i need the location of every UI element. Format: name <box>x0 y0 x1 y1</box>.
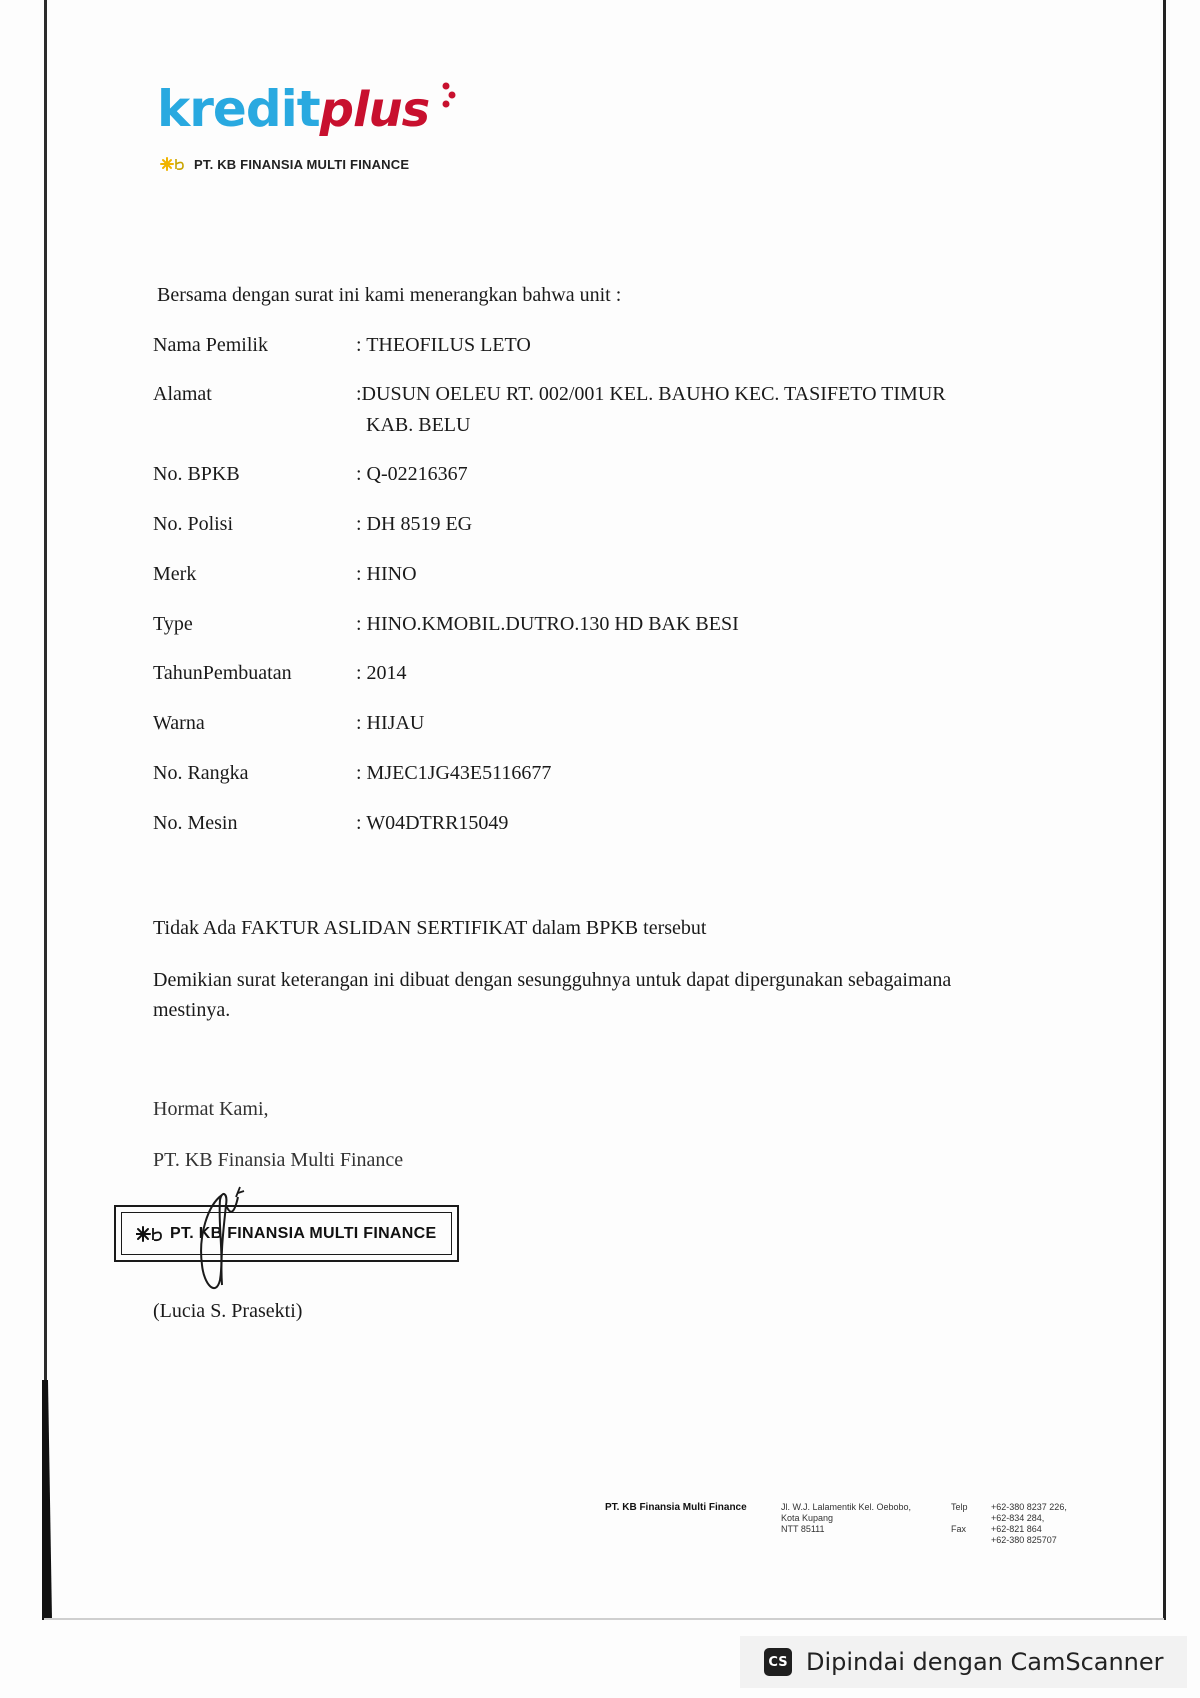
camscanner-watermark <box>740 1636 1187 1688</box>
scan-left-edge <box>44 0 47 1470</box>
field-label: No. BPKB <box>153 463 240 485</box>
signer-name: (Lucia S. Prasekti) <box>153 1300 303 1322</box>
footer-address-line: Kota Kupang <box>781 1513 834 1523</box>
footer-fax-number: +62-380 825707 <box>991 1535 1057 1545</box>
footer-contact-labels <box>951 1502 968 1535</box>
logo-plus-text: plus <box>319 82 430 138</box>
subbrand-line <box>160 156 409 172</box>
footer-telp-number: +62-834 284, <box>991 1513 1045 1523</box>
intro-text: Bersama dengan surat ini kami menerangkan bahwa unit : <box>157 284 622 306</box>
footer-fax-label: Fax <box>951 1524 967 1534</box>
scan-bottom-edge <box>44 1618 1164 1620</box>
footer-telp-number: +62-380 8237 226, <box>991 1502 1067 1512</box>
field-value-continued: KAB. BELU <box>366 414 471 436</box>
field-value: : HIJAU <box>356 712 425 734</box>
field-row-no-polisi <box>153 513 472 536</box>
field-row-no-bpkb <box>153 463 468 486</box>
camscanner-icon: CS <box>764 1648 792 1676</box>
footer-company: PT. KB Finansia Multi Finance <box>605 1502 747 1513</box>
field-value: :DUSUN OELEU RT. 002/001 KEL. BAUHO KEC. TASIFETO TIMUR <box>356 383 946 405</box>
company-stamp <box>114 1205 459 1262</box>
field-label: No. Mesin <box>153 812 238 834</box>
logo-dots-icon <box>440 80 458 120</box>
footer-address-line: Jl. W.J. Lalamentik Kel. Oebobo, <box>781 1502 912 1512</box>
field-row-no-rangka <box>153 762 551 785</box>
field-value: : HINO <box>356 563 417 585</box>
field-row-warna <box>153 712 424 735</box>
field-row-nama-pemilik <box>153 334 531 357</box>
field-label: Warna <box>153 712 205 734</box>
field-label: Alamat <box>153 383 212 405</box>
field-row-merk <box>153 563 417 586</box>
field-row-alamat <box>153 383 946 406</box>
field-row-no-mesin <box>153 812 508 835</box>
kb-star-icon <box>136 1225 164 1243</box>
camscanner-text: Dipindai dengan CamScanner <box>806 1648 1164 1676</box>
footer-address-line: NTT 85111 <box>781 1524 825 1534</box>
field-value: : HINO.KMOBIL.DUTRO.130 HD BAK BESI <box>356 613 739 635</box>
field-value: : Q-02216367 <box>356 463 468 485</box>
kb-star-icon <box>160 156 186 172</box>
field-value: : MJEC1JG43E5116677 <box>356 762 552 784</box>
footer-contact-numbers <box>991 1502 1067 1546</box>
handwritten-signature <box>190 1185 260 1300</box>
company-subtitle: PT. KB FINANSIA MULTI FINANCE <box>194 156 410 172</box>
statement-paragraph: Demikian surat keterangan ini dibuat dengan sesungguhnya untuk dapat dipergunakan sebagaimana mestinya. <box>153 969 952 1021</box>
field-value: : W04DTRR15049 <box>356 812 509 834</box>
field-label: No. Rangka <box>153 762 249 784</box>
stamp-inner-border <box>121 1212 452 1255</box>
note-paragraph: Tidak Ada FAKTUR ASLIDAN SERTIFIKAT dalam BPKB tersebut <box>153 917 707 939</box>
footer-address <box>781 1502 911 1535</box>
logo-kredit-text: kredit <box>157 80 320 138</box>
field-value: : DH 8519 EG <box>356 513 473 535</box>
closing-greeting: Hormat Kami, <box>153 1098 269 1120</box>
field-row-type <box>153 613 739 636</box>
field-label: Type <box>153 613 193 635</box>
field-value: : THEOFILUS LETO <box>356 334 531 356</box>
field-value: : 2014 <box>356 662 407 684</box>
scan-right-edge <box>1163 0 1166 1620</box>
field-label: Nama Pemilik <box>153 334 268 356</box>
field-row-alamat-line2 <box>366 414 470 437</box>
field-label: No. Polisi <box>153 513 234 535</box>
footer-telp-label: Telp <box>951 1502 968 1512</box>
stamp-text: PT. KB FINANSIA MULTI FINANCE <box>170 1224 437 1242</box>
field-label: Merk <box>153 563 197 585</box>
field-label: TahunPembuatan <box>153 662 292 684</box>
field-row-tahun-pembuatan <box>153 662 407 685</box>
scan-left-shadow <box>42 1380 52 1620</box>
closing-company: PT. KB Finansia Multi Finance <box>153 1149 404 1171</box>
footer-fax-number: +62-821 864 <box>991 1524 1042 1534</box>
kreditplus-logo <box>157 80 429 150</box>
